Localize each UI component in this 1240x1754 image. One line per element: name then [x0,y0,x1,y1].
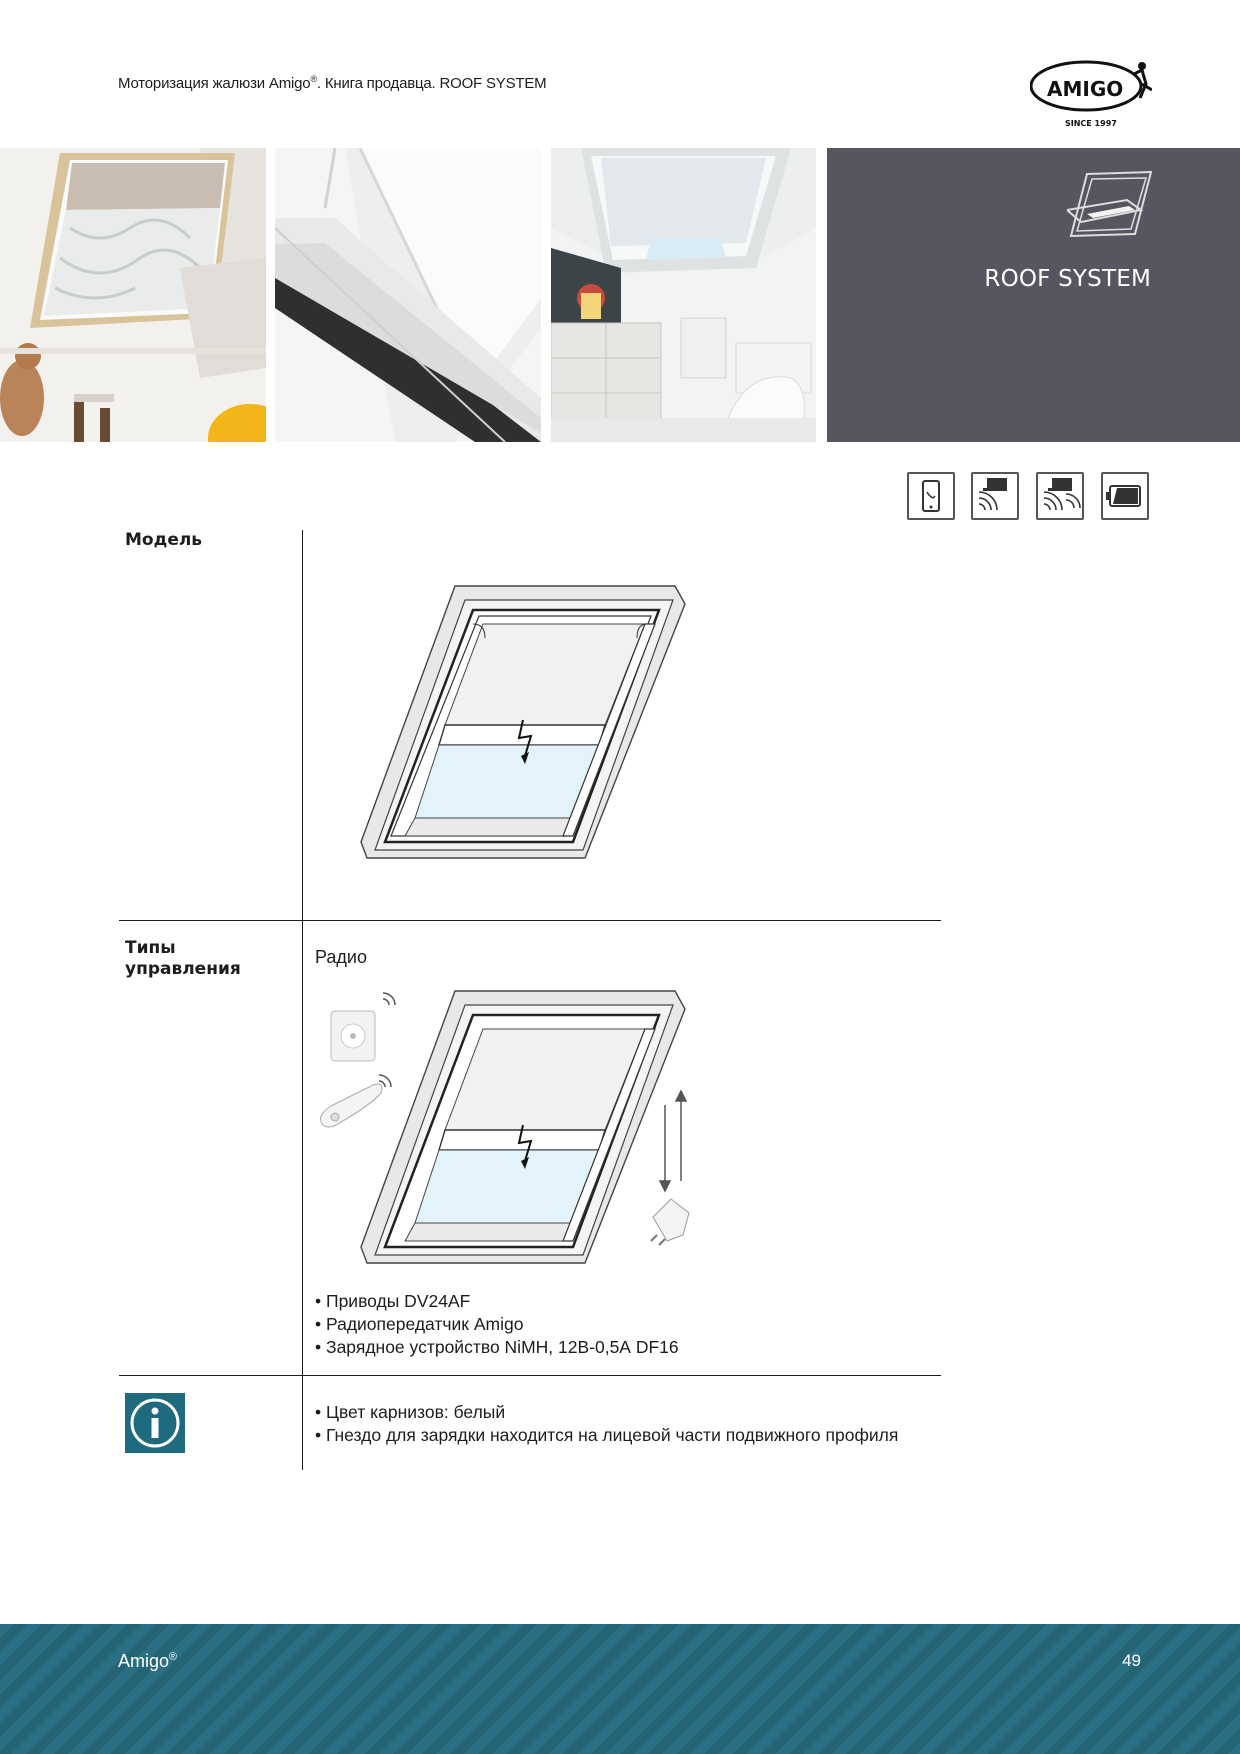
info-items-list [315,1401,898,1447]
attic-window-cat-photo [0,148,266,442]
header-title-reg: ® [310,74,317,84]
footer-brand-name: Amigo [118,1651,170,1671]
row-divider-1 [119,920,941,921]
footer-brand-reg: ® [169,1651,177,1663]
row-divider-2 [119,1375,941,1376]
battery-icon [1101,472,1149,520]
attic-room-photo [551,148,816,442]
remote-control-icon [321,1075,391,1127]
list-item: • Гнездо для зарядки находится на лицевой части подвижного профиля [315,1424,898,1447]
document-header-title [118,74,546,92]
roof-system-panel [827,148,1240,442]
header-title-prefix: Моторизация жалюзи Amigo [118,75,311,92]
radio-motor-icon [971,472,1019,520]
table-column-divider [302,530,303,1470]
list-item: • Цвет карнизов: белый [315,1401,898,1424]
smartphone-control-icon [907,472,955,520]
control-subtitle: Радио [315,947,367,967]
panel-title: ROOF SYSTEM [984,266,1151,292]
page-footer [0,1624,1240,1754]
amigo-logo [1030,58,1152,130]
header-title-suffix: . Книга продавца. ROOF SYSTEM [316,75,547,92]
window-profile-closeup-photo [275,148,541,442]
list-item: • Зарядное устройство NiMH, 12В-0,5А DF16 [315,1336,679,1359]
page-number: 49 [1122,1651,1141,1670]
up-down-arrows-icon [660,1091,686,1191]
roof-window-icon [1067,170,1152,238]
control-row-label: Типы управления [125,938,241,979]
list-item: • Приводы DV24AF [315,1290,679,1313]
info-icon [125,1393,185,1453]
charger-plug-icon [651,1199,689,1245]
footer-brand [118,1651,177,1672]
control-items-list [315,1290,679,1359]
radio-control-diagram [315,985,715,1267]
logo-tagline: SINCE 1997 [1065,119,1117,128]
wall-switch-icon [331,993,395,1061]
roof-window-blind-diagram [355,580,695,860]
radio-motor-wave-icon [1036,472,1084,520]
logo-text: AMIGO [1047,77,1124,101]
list-item: • Радиопередатчик Amigo [315,1313,679,1336]
model-row-label: Модель [125,530,203,550]
